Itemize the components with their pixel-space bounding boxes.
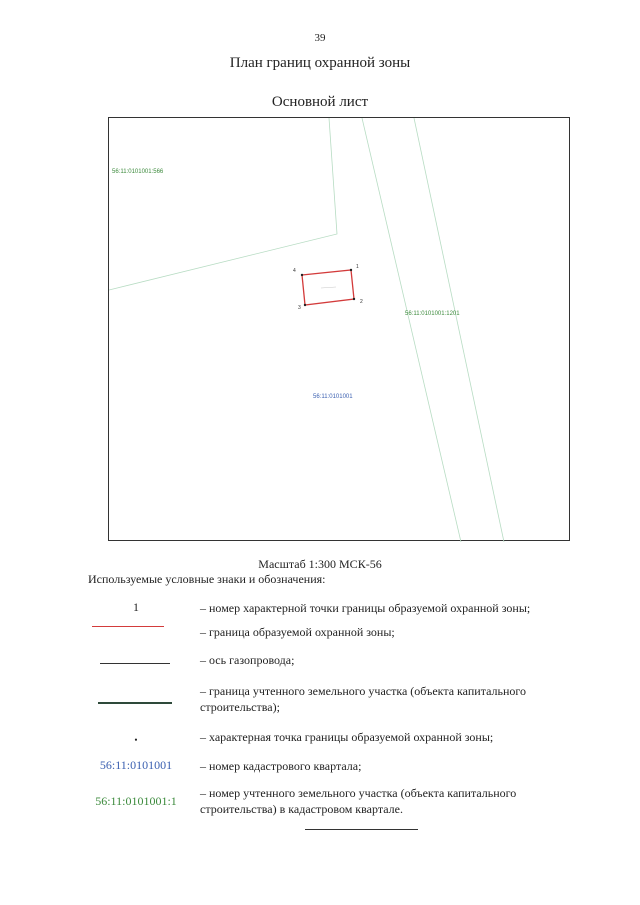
- boundary-point-3: [304, 304, 306, 306]
- legend-symbol-pipeline-axis: [100, 663, 170, 664]
- map-frame: [108, 117, 570, 541]
- legend-symbol-point-number: 1: [133, 600, 139, 614]
- map-scale: Масштаб 1:300 МСК-56: [258, 557, 382, 571]
- legend-heading: Используемые условные знаки и обозначения:: [88, 572, 326, 586]
- legend-text-point-number: – номер характерной точки границы образуемой охранной зоны;: [200, 601, 531, 615]
- parcel-boundary-1201-right: [414, 118, 504, 542]
- boundary-point-2: [353, 298, 355, 300]
- page-title: План границ охранной зоны: [229, 55, 411, 71]
- quarter-label: 56:11:0101001: [313, 394, 353, 400]
- parcel-label-566: 56:11:0101001:566: [112, 169, 164, 175]
- page-subtitle: Основной лист: [271, 94, 369, 110]
- parcel-label-1201: 56:11:0101001:1201: [405, 311, 460, 317]
- boundary-point-1: [350, 269, 352, 271]
- map-drawing: [109, 118, 571, 542]
- point-number-3: 3: [298, 305, 301, 311]
- legend-symbol-boundary-point: •: [134, 735, 138, 745]
- legend-symbol-quarter-number: 56:11:0101001: [99, 758, 173, 772]
- legend-text-parcel-number: – номер учтенного земельного участка (объекта капитального строительства) в кадастровом квартале.: [200, 786, 517, 816]
- legend-symbol-parcel-boundary: [98, 702, 172, 704]
- legend-text-zone-boundary: – граница образуемой охранной зоны;: [200, 625, 395, 639]
- parcel-boundary-1201-left: [362, 118, 461, 542]
- legend-text-pipeline-axis: – ось газопровода;: [200, 653, 295, 667]
- legend-symbol-parcel-number: 56:11:0101001:1: [95, 794, 177, 808]
- legend-text-boundary-point: – характерная точка границы образуемой охранной зоны;: [200, 730, 494, 744]
- point-number-1: 1: [356, 264, 359, 270]
- legend-text-quarter-number: – номер кадастрового квартала;: [200, 759, 362, 773]
- gas-pipeline-axis: [321, 287, 336, 288]
- page-number: 39: [314, 32, 326, 44]
- end-rule: [305, 829, 418, 830]
- boundary-point-4: [301, 274, 303, 276]
- legend-symbol-zone-boundary: [92, 626, 164, 627]
- parcel-boundary-566: [109, 118, 337, 290]
- point-number-2: 2: [360, 299, 363, 305]
- point-number-4: 4: [293, 268, 296, 274]
- legend-text-parcel-boundary: – граница учтенного земельного участка (объекта капитального строительства);: [200, 684, 527, 714]
